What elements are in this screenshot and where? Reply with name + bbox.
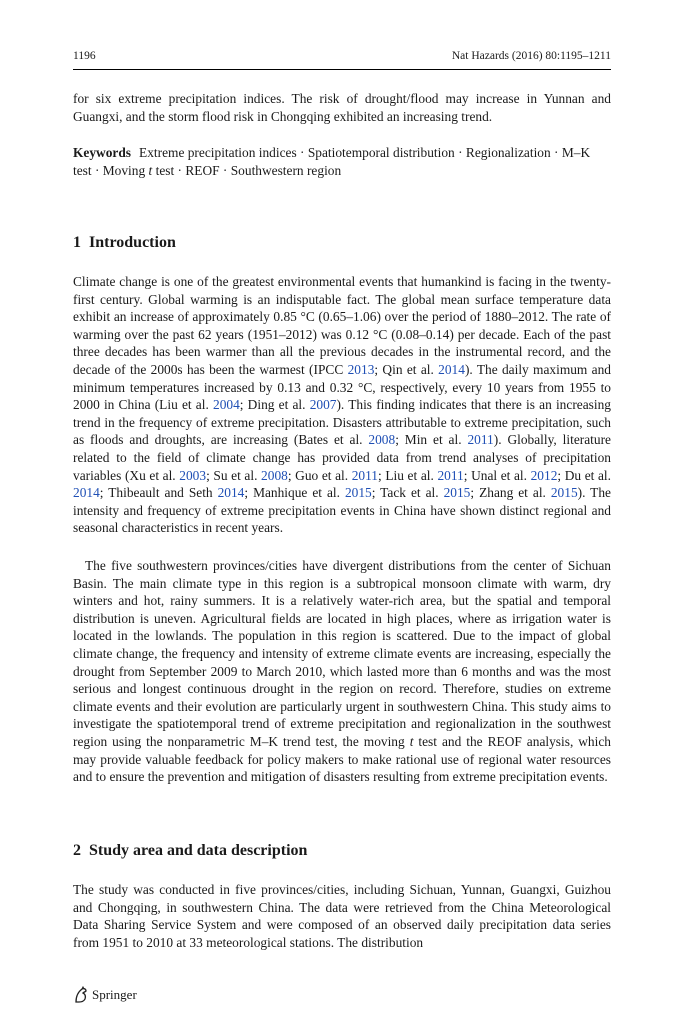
publisher-footer: [73, 986, 137, 1004]
citation-link[interactable]: 2011: [351, 467, 379, 483]
citation-link[interactable]: 2011: [437, 467, 464, 483]
citation-link[interactable]: 2012: [530, 467, 558, 483]
citation-link[interactable]: 2015: [443, 485, 471, 501]
publisher-name: Springer: [92, 987, 137, 1002]
citation-link[interactable]: 2007: [309, 397, 337, 413]
citation-link[interactable]: 2014: [73, 485, 100, 501]
italic-t: t: [409, 733, 414, 749]
citation-link[interactable]: 2008: [368, 432, 396, 448]
citation-link[interactable]: 2014: [217, 485, 245, 501]
section-heading-study-area: [73, 842, 307, 860]
text-run: ; Min et al.: [395, 432, 468, 448]
text-run: The five southwestern provinces/cities have divergent distributions from the center of Sichuan Basin. The main climate type in this region is a subtropical monsoon climate with warm, dry winters and hot, rainy summers. It is a relatively water-rich area, but the spatial and temporal distribution is uneven. Agricultural fields are located in high places, where as irrigation water is located in the lowlands. The population in this region is scattered. Due to the impact of global climate change, the frequency and intensity of extreme climate events are increasing, especially the drought from September 2009 to March 2010, which lasted more than 6 months and was the most serious and longest continuous drought in the region on record. Therefore, studies on extreme climate events and their evolution are particularly urgent in southwestern China. This study aims to investigate the spatiotemporal trend of extreme precipitation and regionalization in the southwest region using the nonparametric M–K trend test, the moving: [73, 558, 611, 749]
study-area-paragraph: The study was conducted in five provinces/cities, including Sichuan, Yunnan, Guangxi, Guizhou and Chongqing, in southwestern China. The data were retrieved from the China Meteorological Data Sharing Service System and were composed of an observed daily precipitation data series from 1951 to 2010 at 33 meteorological stations. The distribution: [73, 882, 611, 950]
section-number: 2: [73, 842, 81, 859]
keywords-text-2: test · REOF · Southwestern region: [152, 162, 342, 178]
citation-link[interactable]: 2003: [179, 467, 207, 483]
text-run: ). Globally, literature related to the field of climate change has provided data from trend analyses of precipitation variables (Xu et al.: [73, 432, 611, 483]
springer-horse-icon: [73, 986, 89, 1004]
text-run: ). The daily maximum and minimum temperatures increased by 0.13 and 0.32 °C, respectively, every 10 years from 1955 to 2000 in China (Liu et al.: [73, 361, 611, 413]
text-run: ; Tack et al.: [371, 485, 444, 501]
header-rule: [73, 69, 611, 70]
section-title: Introduction: [89, 234, 176, 251]
keywords: [73, 144, 611, 179]
journal-reference: Nat Hazards (2016) 80:1195–1211: [451, 50, 611, 62]
citation-link[interactable]: 2014: [438, 361, 465, 377]
keywords-italic-t: t: [148, 162, 153, 178]
text-run: ; Zhang et al.: [470, 485, 551, 501]
text-run: ; Guo et al.: [287, 467, 352, 483]
citation-link[interactable]: 2004: [213, 397, 240, 413]
text-run: ; Manhique et al.: [244, 485, 345, 501]
text-run: ; Qin et al.: [374, 361, 439, 377]
text-run: ; Su et al.: [206, 467, 262, 483]
text-run: ). The intensity and frequency of extreme precipitation events in China have shown distinct regional and seasonal characteristics in recent years.: [73, 485, 611, 536]
keywords-text-1: Extreme precipitation indices · Spatiotemporal distribution · Regionalization · M–K test · Moving: [73, 145, 591, 178]
section-heading-introduction: [73, 234, 176, 252]
text-run: Climate change is one of the greatest environmental events that humankind is facing in the twenty-first century. Global warming is an indisputable fact. The global mean surface temperature data exhibit an increase of approximately 0.85 °C (0.65–1.06) over the period of 1880–2012. The rate of warming over the past 62 years (1951–2012) was 0.12 °C (0.08–0.14) per decade. Each of the past three decades has been warmer than all the previous decades in the instrumental record, and the decade of the 2000s has been the warmest (IPCC: [73, 274, 611, 377]
text-run: test and the REOF analysis, which may provide valuable feedback for policy makers to make rational use of regional water resources and to ensure the prevention and mitigation of disasters resulting from extreme precipitation events.: [73, 733, 611, 785]
section-number: 1: [73, 234, 81, 251]
section-title: Study area and data description: [89, 842, 308, 859]
keywords-label: Keywords: [73, 145, 132, 160]
running-header: [73, 50, 611, 62]
page-number: 1196: [73, 50, 96, 62]
citation-link[interactable]: 2008: [261, 467, 288, 483]
text-run: ; Du et al.: [557, 467, 611, 483]
intro-paragraph-1: [73, 273, 611, 537]
citation-link[interactable]: 2011: [467, 432, 494, 448]
citation-link[interactable]: 2015: [344, 485, 372, 501]
citation-link[interactable]: 2013: [347, 361, 375, 377]
abstract-tail: for six extreme precipitation indices. The risk of drought/flood may increase in Yunnan and Guangxi, and the storm flood risk in Chongqing exhibited an increasing trend.: [73, 91, 611, 124]
citation-link[interactable]: 2015: [550, 485, 578, 501]
intro-paragraph-2: [73, 557, 611, 786]
text-run: ). This finding indicates that there is an increasing trend in the frequency of extreme precipitation. Disasters attributable to extreme precipitation, such as floods and droughts, are increasing (Bates et al.: [73, 397, 611, 448]
text-run: ; Ding et al.: [239, 397, 310, 413]
text-run: ; Liu et al.: [378, 467, 438, 483]
text-run: ; Unal et al.: [463, 467, 531, 483]
text-run: ; Thibeault and Seth: [99, 485, 218, 501]
